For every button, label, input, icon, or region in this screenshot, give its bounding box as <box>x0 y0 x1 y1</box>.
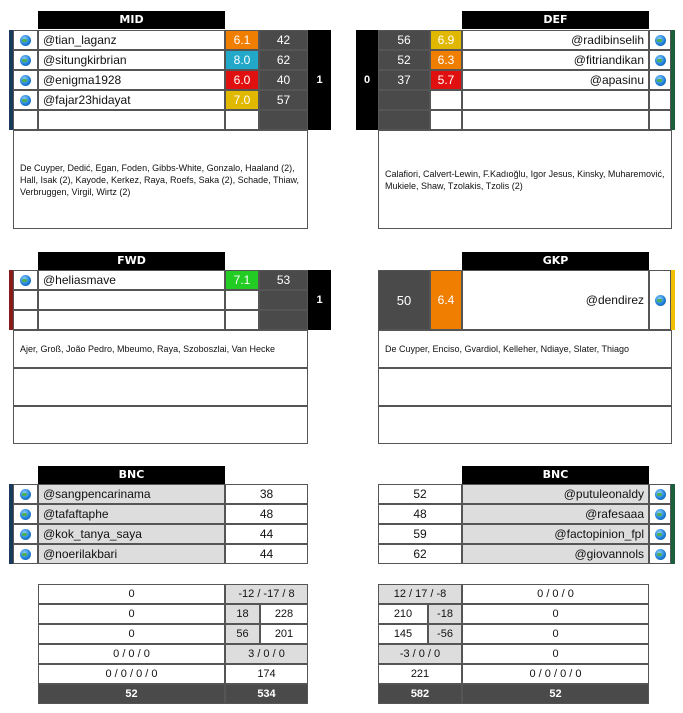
def-score: 6.9 <box>430 30 462 50</box>
globe-icon <box>655 529 666 540</box>
def-globe-cell <box>649 50 671 70</box>
summary-left-r3-b2: 201 <box>260 624 308 644</box>
mid-username <box>38 110 225 130</box>
fwd-score <box>225 310 259 330</box>
globe-icon <box>20 275 31 286</box>
summary-left-total-a: 52 <box>38 684 225 704</box>
def-score: 5.7 <box>430 70 462 90</box>
bnc-left-header: BNC <box>38 466 225 484</box>
bnc-right-username[interactable]: @rafesaaa <box>462 504 649 524</box>
mid-username[interactable]: @enigma1928 <box>38 70 225 90</box>
bnc-right-side-strip <box>671 484 675 504</box>
summary-left-r3-b1: 56 <box>225 624 260 644</box>
fwd-globe-cell <box>13 270 38 290</box>
mid-globe-cell <box>13 90 38 110</box>
summary-right-r1-b: 0 / 0 / 0 <box>462 584 649 604</box>
def-globe-cell <box>649 90 671 110</box>
gkp-header: GKP <box>462 252 649 270</box>
gkp-globe-cell <box>649 270 671 330</box>
bnc-left-username[interactable]: @kok_tanya_saya <box>38 524 225 544</box>
gkp-side-strip <box>671 270 675 330</box>
mid-username[interactable]: @situngkirbrian <box>38 50 225 70</box>
mid-value: 62 <box>259 50 308 70</box>
def-username <box>462 90 649 110</box>
summary-right-r3-b: 0 <box>462 624 649 644</box>
globe-icon <box>20 35 31 46</box>
fwd-empty-row <box>13 406 308 444</box>
summary-right-total-b: 52 <box>462 684 649 704</box>
mid-globe-cell <box>13 70 38 90</box>
summary-right-r2-a2: -18 <box>428 604 462 624</box>
fwd-side-count: 1 <box>308 270 331 330</box>
def-username <box>462 110 649 130</box>
summary-right-r3-a1: 145 <box>378 624 428 644</box>
mid-side-count: 1 <box>308 30 331 130</box>
bnc-right-value: 59 <box>378 524 462 544</box>
mid-value: 57 <box>259 90 308 110</box>
gkp-empty-row <box>378 406 672 444</box>
bnc-right-username[interactable]: @giovannols <box>462 544 649 564</box>
summary-left-total-b: 534 <box>225 684 308 704</box>
def-value: 56 <box>378 30 430 50</box>
summary-left-r1-b: -12 / -17 / 8 <box>225 584 308 604</box>
bnc-right-value: 52 <box>378 484 462 504</box>
fwd-score: 7.1 <box>225 270 259 290</box>
bnc-right-value: 48 <box>378 504 462 524</box>
bnc-right-globe-cell <box>649 484 671 504</box>
fwd-username[interactable]: @heliasmave <box>38 270 225 290</box>
def-score: 6.3 <box>430 50 462 70</box>
globe-icon <box>655 55 666 66</box>
gkp-value: 50 <box>378 270 430 330</box>
gkp-empty-row <box>378 368 672 406</box>
mid-score: 7.0 <box>225 90 259 110</box>
fwd-globe-cell <box>13 310 38 330</box>
fwd-value <box>259 310 308 330</box>
mid-score: 6.1 <box>225 30 259 50</box>
mid-username[interactable]: @tian_laganz <box>38 30 225 50</box>
mid-score: 6.0 <box>225 70 259 90</box>
summary-right-r5-b: 0 / 0 / 0 / 0 <box>462 664 649 684</box>
gkp-players-list: De Cuyper, Enciso, Gvardiol, Kelleher, Ndiaye, Slater, Thiago <box>378 330 672 368</box>
def-globe-cell <box>649 70 671 90</box>
def-players-list: Calafiori, Calvert-Lewin, F.Kadıoğlu, Igor Jesus, Kinsky, Muharemović, Mukiele, Shaw, Tzolakis, Tzolis (2) <box>378 130 672 229</box>
globe-icon <box>655 509 666 520</box>
bnc-left-globe-cell <box>13 524 38 544</box>
globe-icon <box>20 549 31 560</box>
mid-globe-cell <box>13 50 38 70</box>
mid-globe-cell <box>13 110 38 130</box>
summary-left-r2-b1: 18 <box>225 604 260 624</box>
def-username[interactable]: @radibinselih <box>462 30 649 50</box>
mid-username[interactable]: @fajar23hidayat <box>38 90 225 110</box>
bnc-left-value: 44 <box>225 544 308 564</box>
summary-left-r4-a: 0 / 0 / 0 <box>38 644 225 664</box>
globe-icon <box>20 529 31 540</box>
fwd-players-list: Ajer, Groß, João Pedro, Mbeumo, Raya, Szoboszlai, Van Hecke <box>13 330 308 368</box>
globe-icon <box>655 295 666 306</box>
fwd-value: 53 <box>259 270 308 290</box>
summary-right-r1-a: 12 / 17 / -8 <box>378 584 462 604</box>
mid-score: 8.0 <box>225 50 259 70</box>
def-username[interactable]: @apasinu <box>462 70 649 90</box>
gkp-score: 6.4 <box>430 270 462 330</box>
bnc-right-header: BNC <box>462 466 649 484</box>
summary-right-r5-a: 221 <box>378 664 462 684</box>
bnc-left-value: 38 <box>225 484 308 504</box>
def-side-strip <box>671 30 675 130</box>
globe-icon <box>655 35 666 46</box>
bnc-right-globe-cell <box>649 504 671 524</box>
def-value: 52 <box>378 50 430 70</box>
fwd-username <box>38 290 225 310</box>
bnc-right-globe-cell <box>649 524 671 544</box>
def-value: 37 <box>378 70 430 90</box>
globe-icon <box>655 75 666 86</box>
fwd-globe-cell <box>13 290 38 310</box>
summary-left-r5-b: 174 <box>225 664 308 684</box>
def-score <box>430 110 462 130</box>
mid-header: MID <box>38 11 225 29</box>
summary-right-r2-a1: 210 <box>378 604 428 624</box>
globe-icon <box>20 95 31 106</box>
def-side-count: 0 <box>356 30 378 130</box>
globe-icon <box>655 549 666 560</box>
summary-right-total-a: 582 <box>378 684 462 704</box>
summary-right-r4-a: -3 / 0 / 0 <box>378 644 462 664</box>
summary-left-r4-b: 3 / 0 / 0 <box>225 644 308 664</box>
summary-right-r2-b: 0 <box>462 604 649 624</box>
bnc-left-username[interactable]: @noerilakbari <box>38 544 225 564</box>
bnc-left-username[interactable]: @tafaftaphe <box>38 504 225 524</box>
def-username[interactable]: @fitriandikan <box>462 50 649 70</box>
bnc-left-value: 48 <box>225 504 308 524</box>
summary-left-r1-a: 0 <box>38 584 225 604</box>
globe-icon <box>20 75 31 86</box>
bnc-right-side-strip <box>671 544 675 564</box>
bnc-right-globe-cell <box>649 544 671 564</box>
mid-value: 40 <box>259 70 308 90</box>
globe-icon <box>20 55 31 66</box>
bnc-left-globe-cell <box>13 484 38 504</box>
gkp-username[interactable]: @dendirez <box>462 270 649 330</box>
fwd-header: FWD <box>38 252 225 270</box>
summary-left-r5-a: 0 / 0 / 0 / 0 <box>38 664 225 684</box>
mid-value: 42 <box>259 30 308 50</box>
bnc-left-value: 44 <box>225 524 308 544</box>
summary-right-r3-a2: -56 <box>428 624 462 644</box>
def-globe-cell <box>649 30 671 50</box>
bnc-right-side-strip <box>671 524 675 544</box>
def-value <box>378 110 430 130</box>
fwd-value <box>259 290 308 310</box>
bnc-left-globe-cell <box>13 544 38 564</box>
bnc-right-username[interactable]: @factopinion_fpl <box>462 524 649 544</box>
mid-value <box>259 110 308 130</box>
bnc-right-value: 62 <box>378 544 462 564</box>
globe-icon <box>655 489 666 500</box>
def-score <box>430 90 462 110</box>
globe-icon <box>20 489 31 500</box>
summary-right-r4-b: 0 <box>462 644 649 664</box>
mid-globe-cell <box>13 30 38 50</box>
bnc-left-username[interactable]: @sangpencarinama <box>38 484 225 504</box>
def-header: DEF <box>462 11 649 29</box>
summary-left-r2-b2: 228 <box>260 604 308 624</box>
mid-players-list: De Cuyper, Dedić, Egan, Foden, Gibbs-White, Gonzalo, Haaland (2), Hall, Isak (2), Kayode, Kerkez, Raya, Roefs, Saka (2), Schade, Thiaw, Verbruggen, Virgil, Wirtz (2) <box>13 130 308 229</box>
summary-left-r3-a: 0 <box>38 624 225 644</box>
bnc-right-username[interactable]: @putuleonaldy <box>462 484 649 504</box>
fwd-empty-row <box>13 368 308 406</box>
fwd-username <box>38 310 225 330</box>
bnc-left-globe-cell <box>13 504 38 524</box>
def-globe-cell <box>649 110 671 130</box>
summary-left-r2-a: 0 <box>38 604 225 624</box>
def-value <box>378 90 430 110</box>
bnc-right-side-strip <box>671 504 675 524</box>
fwd-score <box>225 290 259 310</box>
mid-score <box>225 110 259 130</box>
globe-icon <box>20 509 31 520</box>
